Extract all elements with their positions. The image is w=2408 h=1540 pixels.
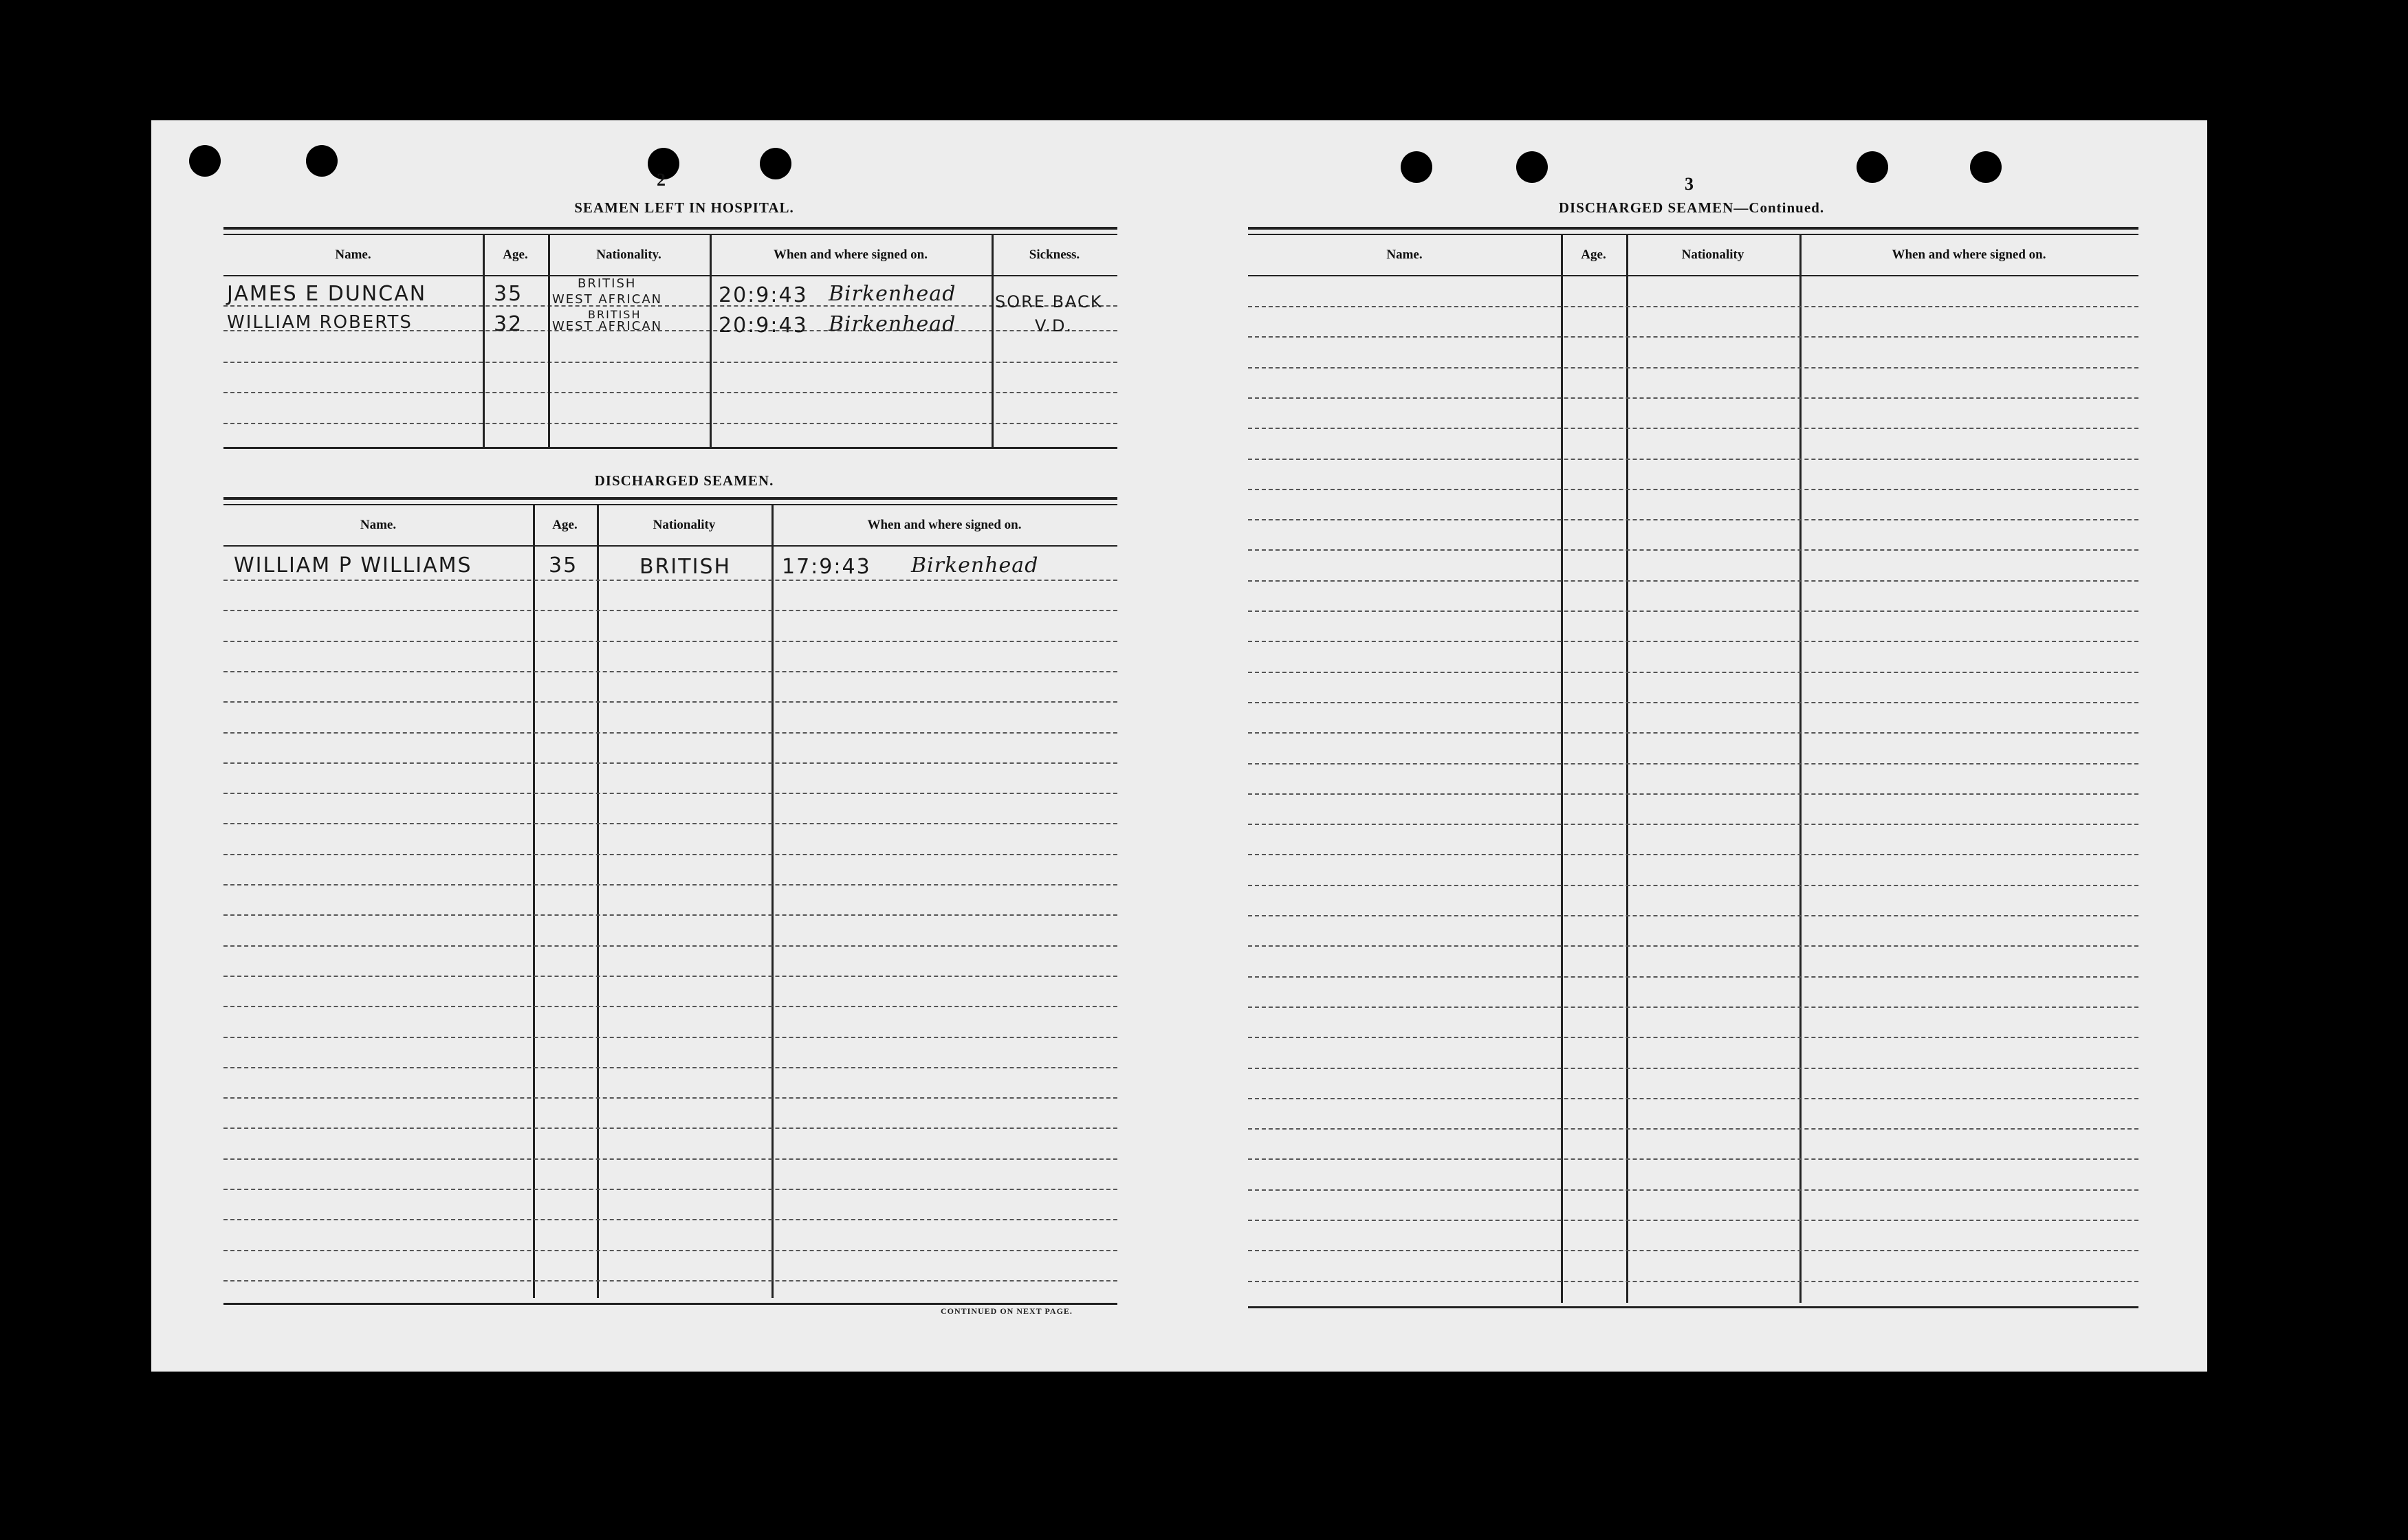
right-section-title: DISCHARGED SEAMEN—Continued. (1558, 199, 1825, 216)
ruled-line (223, 1128, 1117, 1129)
punch-hole (1401, 151, 1432, 183)
ruled-line (1248, 489, 2138, 490)
table-cell-signed-place: Birkenhead (829, 282, 956, 306)
ruled-line (223, 854, 1117, 855)
punch-hole (1516, 151, 1548, 183)
ruled-line (223, 1189, 1117, 1190)
col-header-age: Age. (503, 248, 528, 262)
ruled-line (1248, 732, 2138, 734)
ruled-line (223, 762, 1117, 764)
col-header-name: Name. (1386, 248, 1423, 262)
ruled-line (223, 610, 1117, 611)
col-header-name: Name. (360, 518, 397, 532)
col-header-age: Age. (1581, 248, 1606, 262)
ruled-line (1248, 549, 2138, 551)
ruled-line (1248, 824, 2138, 825)
table-cell-age: 35 (549, 553, 578, 578)
table-cell-sickness: SORE BACK (995, 292, 1103, 311)
table-cell-nationality-top: BRITISH (588, 308, 642, 321)
ruled-line (1248, 945, 2138, 947)
ruled-line (1248, 1158, 2138, 1160)
ruled-line (1248, 793, 2138, 795)
ruled-line (1248, 519, 2138, 520)
ruled-line (223, 793, 1117, 794)
ruled-line (1248, 763, 2138, 764)
ruled-line (223, 823, 1117, 824)
ruled-line (223, 1250, 1117, 1251)
col-header-signed-on: When and where signed on. (1892, 248, 2046, 262)
col-header-name: Name. (335, 248, 371, 262)
table-cell-nationality: WEST AFRICAN (552, 319, 663, 333)
table-cell-nationality-top: BRITISH (578, 276, 637, 291)
ruled-line (1248, 641, 2138, 642)
col-header-age: Age. (552, 518, 578, 532)
ruled-line (1248, 915, 2138, 916)
ruled-line (1248, 885, 2138, 886)
ruled-line (1248, 1037, 2138, 1038)
ruled-line (1248, 1189, 2138, 1191)
ruled-line (1248, 854, 2138, 855)
left-page (151, 120, 1190, 1372)
ruled-line (1248, 1220, 2138, 1221)
ruled-line (1248, 397, 2138, 399)
ruled-line (223, 732, 1117, 734)
ruled-line (1248, 610, 2138, 612)
table-cell-name: WILLIAM ROBERTS (227, 312, 413, 333)
ruled-line (1248, 1281, 2138, 1282)
discharged-section-title: DISCHARGED SEAMEN. (594, 472, 774, 489)
ruled-line (223, 641, 1117, 642)
ruled-line (1248, 367, 2138, 368)
ruled-line (1248, 580, 2138, 582)
ruled-line (1248, 1128, 2138, 1130)
table-cell-signed-place: Birkenhead (829, 312, 956, 336)
ruled-line (1248, 306, 2138, 307)
punch-hole (189, 145, 221, 177)
ruled-line (223, 1006, 1117, 1007)
discharged-table (223, 497, 1117, 1336)
col-header-nationality: Nationality (653, 518, 716, 532)
punch-hole (1970, 151, 2002, 183)
ruled-line (223, 945, 1117, 947)
table-cell-nationality: WEST AFRICAN (552, 292, 663, 307)
ruled-line (223, 701, 1117, 703)
ruled-line (223, 1037, 1117, 1038)
ruled-line (1248, 428, 2138, 429)
ruled-line (1248, 459, 2138, 460)
ruled-line (1248, 702, 2138, 703)
table-cell-signed-place: Birkenhead (911, 553, 1039, 578)
col-header-signed-on: When and where signed on. (773, 248, 928, 262)
col-header-nationality: Nationality. (596, 248, 661, 262)
table-cell-name: WILLIAM P WILLIAMS (234, 553, 472, 578)
ruled-line (223, 1067, 1117, 1068)
ruled-line (1248, 1068, 2138, 1069)
ruled-line (223, 976, 1117, 977)
ruled-line (1248, 336, 2138, 338)
table-cell-sickness: V.D. (1035, 316, 1073, 336)
ruled-line (223, 914, 1117, 916)
ruled-line (1248, 1006, 2138, 1008)
col-header-signed-on: When and where signed on. (867, 518, 1022, 532)
ruled-line (223, 1280, 1117, 1282)
table-cell-name: JAMES E DUNCAN (227, 282, 427, 306)
ruled-line (223, 1158, 1117, 1160)
punch-hole (760, 148, 791, 179)
ruled-line (223, 884, 1117, 886)
col-header-nationality: Nationality (1681, 248, 1744, 262)
ruled-line (1248, 1250, 2138, 1251)
punch-hole (1857, 151, 1888, 183)
table-cell-signed-date: 17:9:43 (782, 555, 871, 579)
table-cell-age: 35 (494, 282, 523, 306)
ruled-line (1248, 1098, 2138, 1099)
table-cell-nationality: BRITISH (639, 555, 732, 579)
ruled-line (1248, 672, 2138, 673)
table-cell-age: 32 (494, 312, 523, 336)
table-cell-signed-date: 20:9:43 (719, 314, 808, 338)
ruled-line (223, 1097, 1117, 1099)
page-number: 3 (1685, 174, 1694, 194)
table-cell-signed-date: 20:9:43 (719, 283, 808, 307)
ruled-line (223, 1219, 1117, 1220)
page-number: 2 (657, 170, 666, 190)
discharged-continued-table (1248, 227, 2138, 1341)
continued-footer: CONTINUED ON NEXT PAGE. (941, 1306, 1073, 1316)
ruled-line (223, 671, 1117, 672)
ruled-line (223, 580, 1117, 581)
hospital-section-title: SEAMEN LEFT IN HOSPITAL. (574, 199, 794, 216)
punch-hole (306, 145, 338, 177)
ruled-line (1248, 976, 2138, 978)
right-page (1176, 120, 2207, 1372)
col-header-sickness: Sickness. (1029, 248, 1080, 262)
